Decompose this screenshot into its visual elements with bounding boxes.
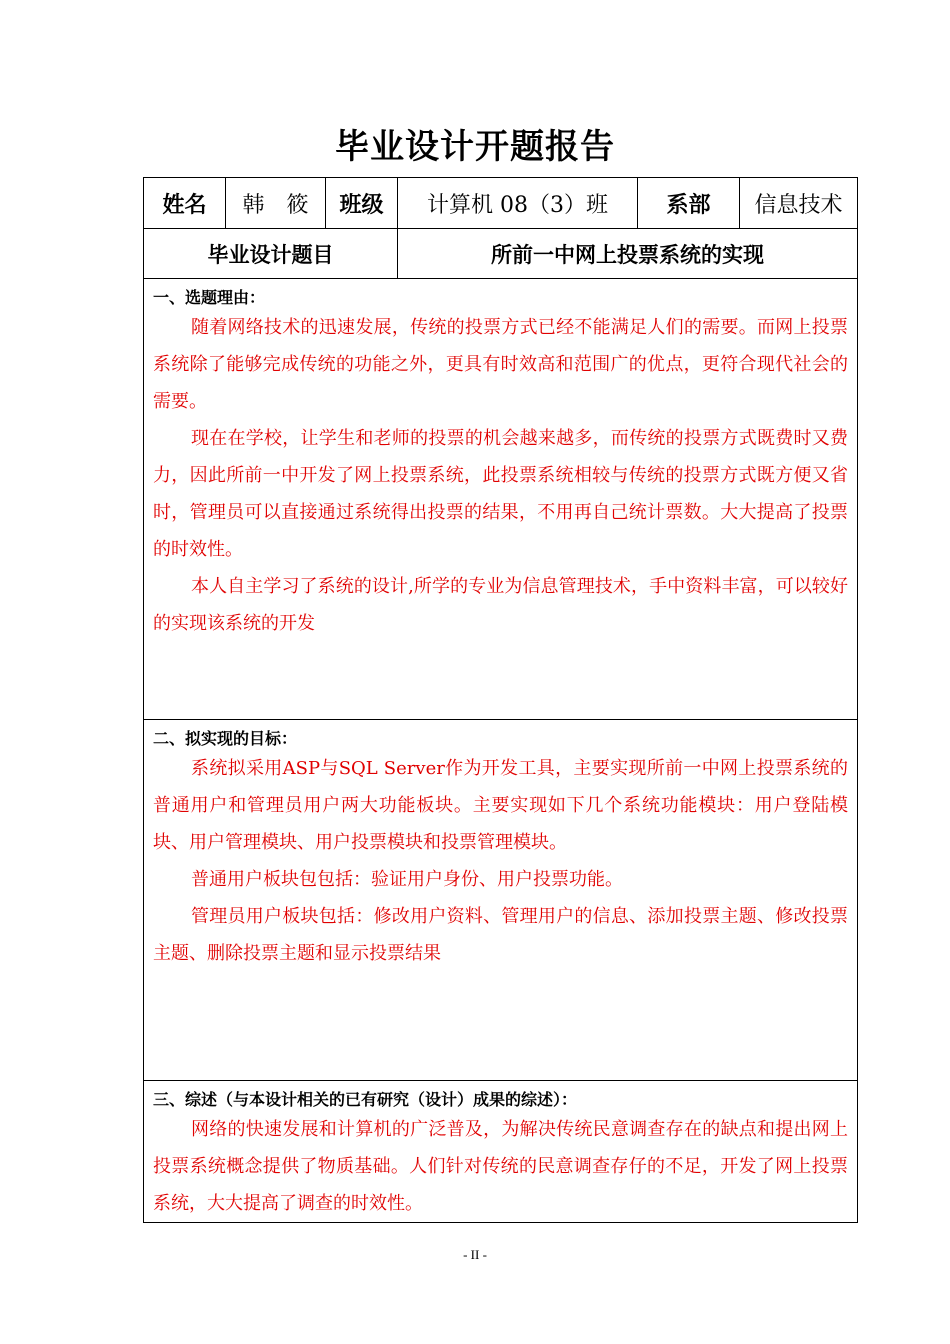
name-value: 韩 筱 — [226, 178, 326, 229]
topic-label: 毕业设计题目 — [144, 229, 398, 279]
topic-row — [144, 229, 858, 279]
section-heading: 三、综述（与本设计相关的已有研究（设计）成果的综述）： — [153, 1090, 578, 1109]
dept-value: 信息技术 — [740, 178, 858, 229]
name-label: 姓名 — [144, 178, 226, 229]
paragraph: 网络的快速发展和计算机的广泛普及，为解决传统民意调查存在的缺点和提出网上投票系统概念提供了物质基础。人们针对传统的民意调查存仔的不足，开发了网上投票系统，大大提高了调查的时效性。 — [153, 1119, 848, 1214]
class-value: 计算机 08（3）班 — [398, 178, 638, 229]
paragraph: 系统拟采用ASP与SQL Server作为开发工具，主要实现所前一中网上投票系统的普通用户和管理员用户两大功能板块。主要实现如下几个系统功能模块：用户登陆模块、用户管理模块、用户投票模块和投票管理模块。 — [153, 758, 848, 853]
class-label: 班级 — [326, 178, 398, 229]
paragraph: 随着网络技术的迅速发展，传统的投票方式已经不能满足人们的需要。而网上投票系统除了能够完成传统的功能之外，更具有时效高和范围广的优点，更符合现代社会的需要。 — [153, 317, 848, 412]
section-reason — [144, 279, 858, 720]
section-heading: 二、拟实现的目标： — [153, 729, 298, 748]
paragraph: 管理员用户板块包括：修改用户资料、管理用户的信息、添加投票主题、修改投票主题、删除投票主题和显示投票结果 — [153, 906, 848, 964]
paragraph: 现在在学校，让学生和老师的投票的机会越来越多，而传统的投票方式既费时又费力，因此所前一中开发了网上投票系统，此投票系统相较与传统的投票方式既方便又省时，管理员可以直接通过系统得出投票的结果，不用再自己统计票数。大大提高了投票的时效性。 — [153, 428, 848, 560]
topic-value: 所前一中网上投票系统的实现 — [398, 229, 858, 279]
proposal-form-table — [143, 177, 858, 1223]
paragraph: 本人自主学习了系统的设计,所学的专业为信息管理技术，手中资料丰富，可以较好的实现该系统的开发 — [153, 576, 848, 634]
section-review — [144, 1081, 858, 1223]
section-row — [144, 720, 858, 1081]
section-goals — [144, 720, 858, 1081]
paragraph: 普通用户板块包包括：验证用户身份、用户投票功能。 — [191, 869, 623, 890]
section-row — [144, 279, 858, 720]
page-title: 毕业设计开题报告 — [335, 127, 615, 167]
section-heading: 一、选题理由： — [153, 288, 266, 307]
section-row — [144, 1081, 858, 1223]
info-row — [144, 178, 858, 229]
dept-label: 系部 — [638, 178, 740, 229]
page-number: - II - — [463, 1247, 487, 1262]
